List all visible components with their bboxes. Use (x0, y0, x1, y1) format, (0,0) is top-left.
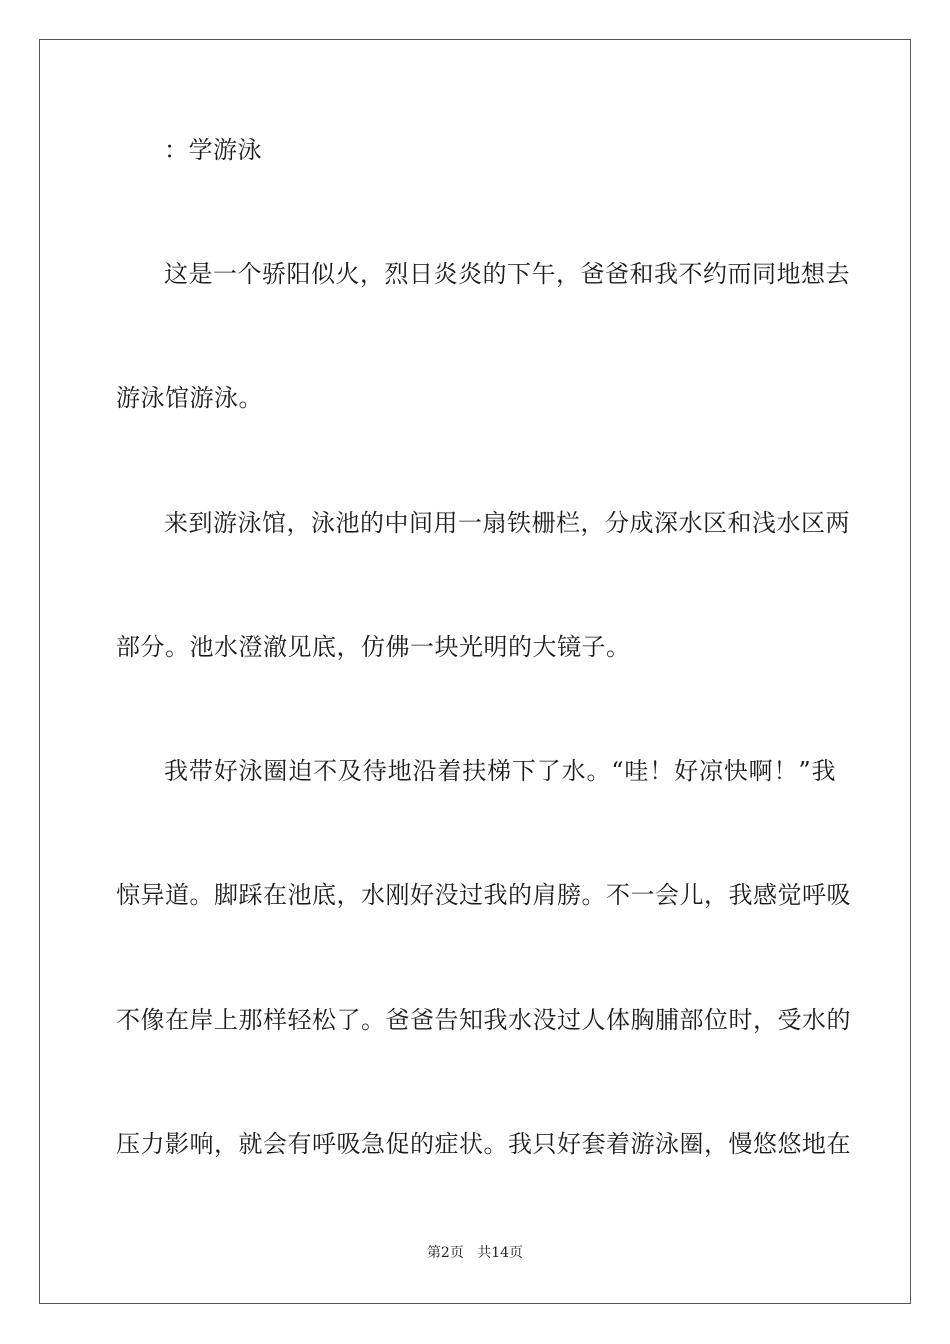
page-footer (0, 1244, 950, 1262)
paragraph-3-line-2: 惊异道。脚踩在池底，水刚好没过我的肩膀。不一会儿，我感觉呼吸 (116, 881, 851, 909)
paragraph-3-line-1: 我带好泳圈迫不及待地沿着扶梯下了水。“哇！好凉快啊！”我 (164, 757, 836, 785)
paragraph-3-line-3: 不像在岸上那样轻松了。爸爸告知我水没过人体胸脯部位时，受水的 (116, 1006, 851, 1034)
document-heading: ：学游泳 (164, 136, 262, 164)
paragraph-1-line-1: 这是一个骄阳似火，烈日炎炎的下午，爸爸和我不约而同地想去 (164, 260, 850, 288)
page-border (39, 39, 911, 1304)
page-number: 第2页 (426, 1245, 464, 1261)
paragraph-1-line-2: 游泳馆游泳。 (116, 384, 263, 412)
paragraph-3-line-4: 压力影响，就会有呼吸急促的症状。我只好套着游泳圈，慢悠悠地在 (116, 1130, 851, 1158)
paragraph-2-line-1: 来到游泳馆，泳池的中间用一扇铁栅栏，分成深水区和浅水区两 (164, 509, 850, 537)
page-total: 共14页 (477, 1245, 524, 1261)
paragraph-2-line-2: 部分。池水澄澈见底，仿佛一块光明的大镜子。 (116, 633, 631, 661)
